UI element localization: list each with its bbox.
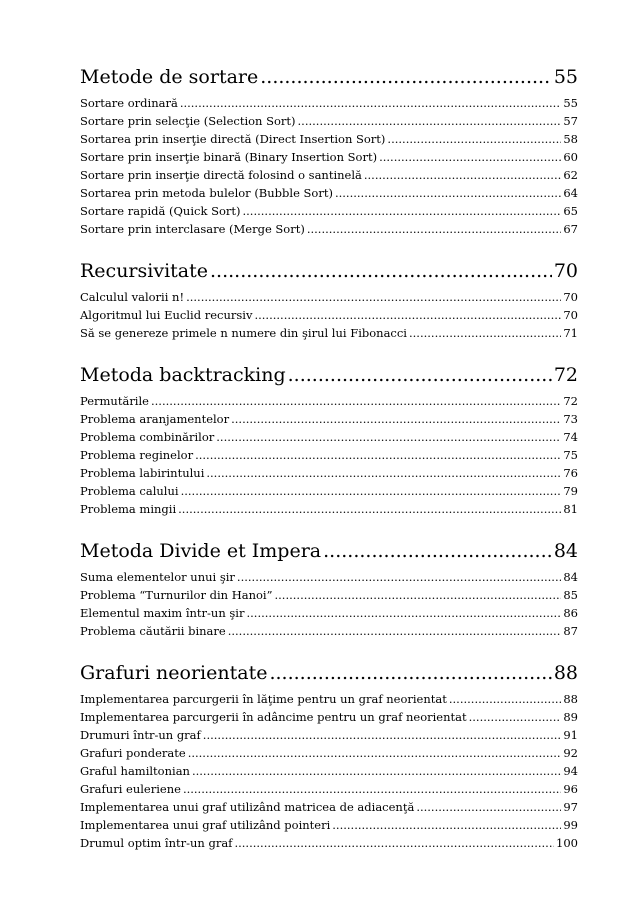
toc-entry[interactable] <box>80 148 578 166</box>
dot-leader <box>186 288 561 306</box>
dot-leader <box>469 708 562 726</box>
entry-title: Grafuri euleriene <box>80 782 181 796</box>
entry-page-number: 96 <box>563 782 578 796</box>
toc-section <box>80 64 578 238</box>
toc-entry[interactable] <box>80 184 578 202</box>
entry-page-number: 60 <box>563 150 578 164</box>
dot-leader <box>216 428 561 446</box>
entry-page-number: 74 <box>563 430 578 444</box>
toc-section <box>80 362 578 518</box>
dot-leader <box>178 500 561 518</box>
toc-entry[interactable] <box>80 306 578 324</box>
entry-title: Drumuri într-un graf <box>80 728 201 742</box>
entry-title: Sortare rapidă (Quick Sort) <box>80 204 241 218</box>
dot-leader <box>195 446 561 464</box>
entry-page-number: 94 <box>563 764 578 778</box>
dot-leader <box>246 604 561 622</box>
toc-entry[interactable] <box>80 446 578 464</box>
entry-title: Problema calului <box>80 484 179 498</box>
entry-title: Sortare prin inserţie binară (Binary Insertion Sort) <box>80 150 378 164</box>
toc-entry[interactable] <box>80 288 578 306</box>
entry-title: Drumul optim într-un graf <box>80 836 233 850</box>
entry-title: Suma elementelor unui şir <box>80 570 235 584</box>
entry-title: Sortare prin interclasare (Merge Sort) <box>80 222 305 236</box>
entry-page-number: 79 <box>563 484 578 498</box>
section-page-number: 70 <box>553 260 578 282</box>
entry-title: Problema mingii <box>80 502 177 516</box>
dot-leader <box>206 464 561 482</box>
toc-entry[interactable] <box>80 482 578 500</box>
toc-entry[interactable] <box>80 500 578 518</box>
toc-entry[interactable] <box>80 744 578 762</box>
dot-leader <box>181 482 562 500</box>
dot-leader <box>275 586 562 604</box>
dot-leader <box>151 392 561 410</box>
dot-leader <box>269 660 551 686</box>
entry-title: Problema căutării binare <box>80 624 226 638</box>
entry-page-number: 91 <box>563 728 578 742</box>
entry-page-number: 75 <box>563 448 578 462</box>
dot-leader <box>180 94 562 112</box>
entry-page-number: 73 <box>563 412 578 426</box>
toc-entry[interactable] <box>80 798 578 816</box>
toc-entry[interactable] <box>80 622 578 640</box>
dot-leader <box>307 220 562 238</box>
entry-page-number: 62 <box>563 168 578 182</box>
dot-leader <box>203 726 562 744</box>
entry-page-number: 99 <box>563 818 578 832</box>
entry-title: Problema “Turnurilor din Hanoi” <box>80 588 273 602</box>
dot-leader <box>364 166 561 184</box>
toc-section <box>80 538 578 640</box>
entry-title: Problema reginelor <box>80 448 194 462</box>
toc-entry[interactable] <box>80 94 578 112</box>
entry-title: Implementarea unui graf utilizând matricea de adiacenţă <box>80 800 415 814</box>
entry-page-number: 92 <box>563 746 578 760</box>
toc-entry[interactable] <box>80 130 578 148</box>
entry-page-number: 70 <box>563 290 578 304</box>
table-of-contents <box>80 64 578 872</box>
entry-page-number: 84 <box>563 570 578 584</box>
section-title: Metoda Divide et Impera <box>80 540 322 562</box>
entry-page-number: 57 <box>563 114 578 128</box>
entry-title: Grafuri ponderate <box>80 746 186 760</box>
entry-page-number: 64 <box>563 186 578 200</box>
toc-section-heading[interactable] <box>80 538 578 564</box>
entry-title: Calculul valorii n! <box>80 290 185 304</box>
toc-entry[interactable] <box>80 690 578 708</box>
toc-entry[interactable] <box>80 834 578 852</box>
dot-leader <box>298 112 562 130</box>
toc-entry[interactable] <box>80 410 578 428</box>
entry-page-number: 86 <box>563 606 578 620</box>
entry-page-number: 65 <box>563 204 578 218</box>
dot-leader <box>192 762 561 780</box>
toc-entry[interactable] <box>80 166 578 184</box>
entry-title: Problema combinărilor <box>80 430 215 444</box>
entry-page-number: 76 <box>563 466 578 480</box>
section-page-number: 55 <box>553 66 578 88</box>
toc-entry[interactable] <box>80 586 578 604</box>
entry-page-number: 70 <box>563 308 578 322</box>
section-page-number: 72 <box>553 364 578 386</box>
dot-leader <box>288 362 552 388</box>
toc-section-heading[interactable] <box>80 660 578 686</box>
dot-leader <box>254 306 561 324</box>
toc-entry[interactable] <box>80 392 578 410</box>
entry-title: Implementarea parcurgerii în adâncime pentru un graf neorientat <box>80 710 467 724</box>
dot-leader <box>231 410 561 428</box>
entry-title: Algoritmul lui Euclid recursiv <box>80 308 253 322</box>
toc-entry[interactable] <box>80 202 578 220</box>
dot-leader <box>234 834 554 852</box>
entry-page-number: 97 <box>563 800 578 814</box>
toc-entry[interactable] <box>80 780 578 798</box>
dot-leader <box>188 744 562 762</box>
entry-page-number: 55 <box>563 96 578 110</box>
entry-page-number: 100 <box>556 836 578 850</box>
toc-entry[interactable] <box>80 568 578 586</box>
toc-entry[interactable] <box>80 112 578 130</box>
entry-page-number: 67 <box>563 222 578 236</box>
entry-title: Sortare prin selecţie (Selection Sort) <box>80 114 296 128</box>
dot-leader <box>449 690 562 708</box>
entry-page-number: 85 <box>563 588 578 602</box>
entry-page-number: 88 <box>563 692 578 706</box>
toc-entry[interactable] <box>80 726 578 744</box>
section-title: Metode de sortare <box>80 66 259 88</box>
entry-page-number: 72 <box>563 394 578 408</box>
entry-title: Să se genereze primele n numere din şirul lui Fibonacci <box>80 326 407 340</box>
toc-entry[interactable] <box>80 816 578 834</box>
entry-title: Graful hamiltonian <box>80 764 190 778</box>
entry-title: Sortarea prin metoda bulelor (Bubble Sort) <box>80 186 333 200</box>
dot-leader <box>228 622 562 640</box>
toc-section <box>80 660 578 852</box>
dot-leader <box>332 816 561 834</box>
entry-page-number: 87 <box>563 624 578 638</box>
dot-leader <box>387 130 561 148</box>
entry-title: Implementarea unui graf utilizând pointeri <box>80 818 331 832</box>
toc-entry[interactable] <box>80 708 578 726</box>
entry-page-number: 89 <box>563 710 578 724</box>
toc-section-heading[interactable] <box>80 362 578 388</box>
entry-title: Implementarea parcurgerii în lăţime pentru un graf neorientat <box>80 692 447 706</box>
section-title: Recursivitate <box>80 260 208 282</box>
entry-title: Problema aranjamentelor <box>80 412 230 426</box>
dot-leader <box>335 184 561 202</box>
toc-section <box>80 258 578 342</box>
entry-title: Sortare prin inserţie directă folosind o santinelă <box>80 168 362 182</box>
entry-page-number: 58 <box>563 132 578 146</box>
toc-entry[interactable] <box>80 464 578 482</box>
entry-title: Problema labirintului <box>80 466 205 480</box>
toc-entry[interactable] <box>80 428 578 446</box>
toc-section-heading[interactable] <box>80 64 578 90</box>
entry-page-number: 71 <box>563 326 578 340</box>
toc-entry[interactable] <box>80 324 578 342</box>
toc-entry[interactable] <box>80 604 578 622</box>
section-title: Metoda backtracking <box>80 364 286 386</box>
entry-title: Sortarea prin inserţie directă (Direct Insertion Sort) <box>80 132 386 146</box>
dot-leader <box>183 780 561 798</box>
entry-title: Elementul maxim într-un şir <box>80 606 245 620</box>
dot-leader <box>409 324 561 342</box>
section-page-number: 88 <box>553 662 578 684</box>
entry-title: Sortare ordinară <box>80 96 178 110</box>
dot-leader <box>416 798 561 816</box>
dot-leader <box>210 258 552 284</box>
dot-leader <box>237 568 561 586</box>
dot-leader <box>323 538 552 564</box>
dot-leader <box>379 148 561 166</box>
toc-section-heading[interactable] <box>80 258 578 284</box>
toc-entry[interactable] <box>80 762 578 780</box>
dot-leader <box>242 202 561 220</box>
section-title: Grafuri neorientate <box>80 662 268 684</box>
dot-leader <box>260 64 552 90</box>
entry-title: Permutările <box>80 394 149 408</box>
toc-entry[interactable] <box>80 220 578 238</box>
entry-page-number: 81 <box>563 502 578 516</box>
section-page-number: 84 <box>553 540 578 562</box>
